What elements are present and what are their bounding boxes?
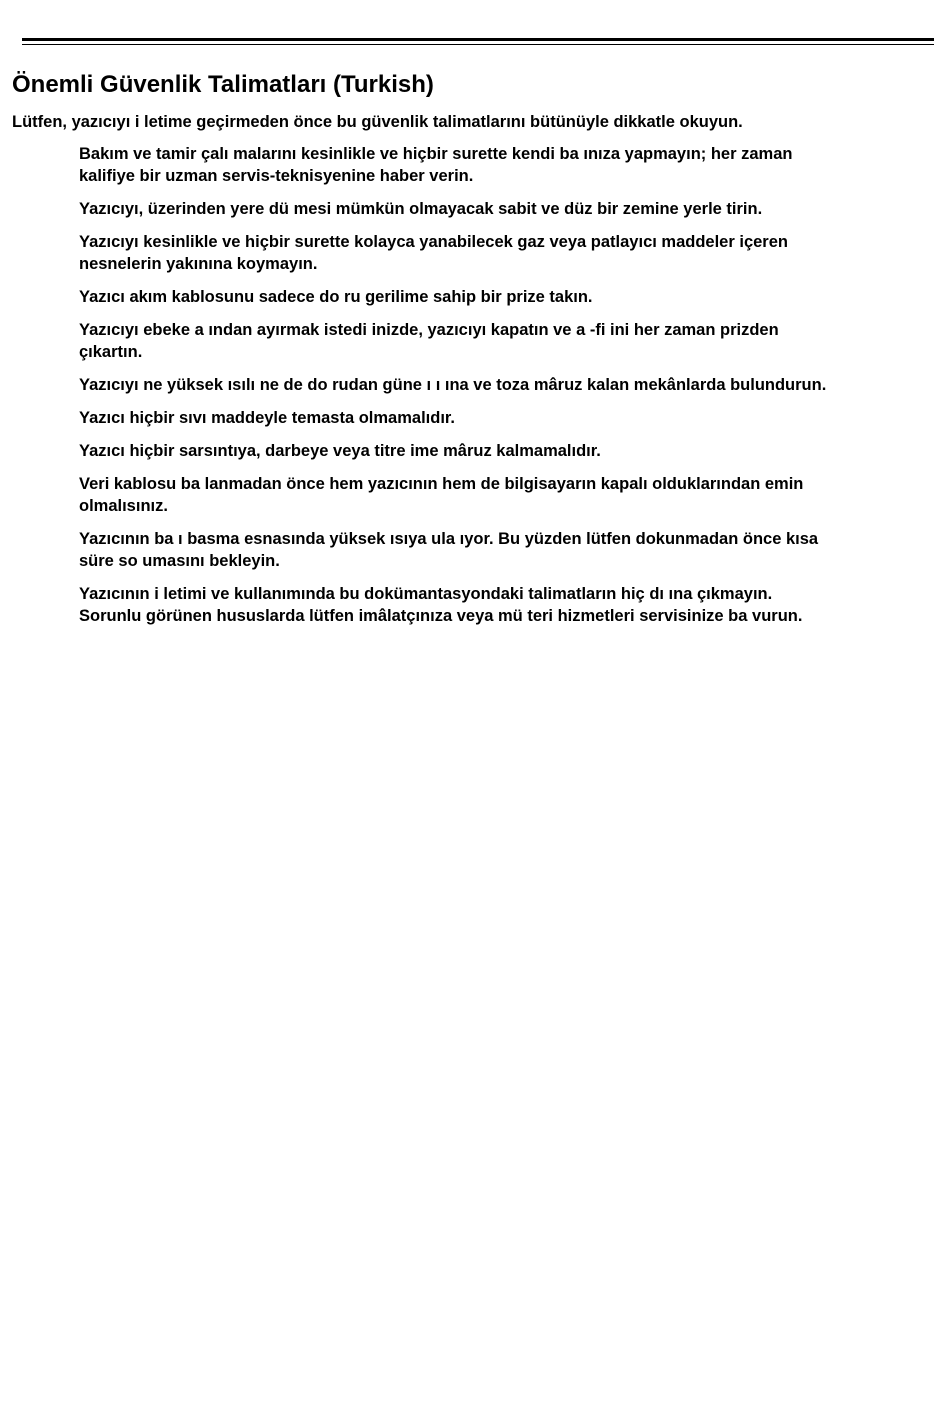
page-title: Önemli Güvenlik Talimatları (Turkish): [12, 71, 434, 98]
intro-text: Lütfen, yazıcıyı i letime geçirmeden önce bu güvenlik talimatlarını bütünüyle dikkatle okuyun.: [12, 113, 743, 131]
list-item: Yazıcı akım kablosunu sadece do ru gerilime sahip bir prize takın.: [79, 288, 593, 306]
top-rule-thick: [22, 38, 934, 41]
list-item: Bakım ve tamir çalı malarını kesinlikle ve hiçbir surette kendi ba ınıza yapmayın; her zaman kalifiye bir uzman servis-teknisyenine haber verin.: [79, 145, 793, 185]
safety-instructions-list: [79, 143, 943, 638]
list-item: Yazıcıyı ne yüksek ısılı ne de do rudan güne ı ı ına ve toza mâruz kalan mekânlarda bulundurun.: [79, 376, 827, 394]
list-item: Yazıcının i letimi ve kullanımında bu dokümantasyondaki talimatların hiç dı ına çıkmayın. Sorunlu görünen hususlarda lütfen imâlatçınıza veya mü teri hizmetleri servisinize ba vurun.: [79, 585, 803, 625]
list-item: Yazıcının ba ı basma esnasında yüksek ısıya ula ıyor. Bu yüzden lütfen dokunmadan önce kısa süre so umasını bekleyin.: [79, 530, 819, 570]
list-item: Yazıcıyı kesinlikle ve hiçbir surette kolayca yanabilecek gaz veya patlayıcı maddeler içeren nesnelerin yakınına koymayın.: [79, 233, 788, 273]
top-rule-thin: [22, 44, 934, 45]
list-item: Yazıcıyı ebeke a ından ayırmak istedi inizde, yazıcıyı kapatın ve a -fi ini her zaman prizden çıkartın.: [79, 321, 779, 361]
list-item: Yazıcı hiçbir sıvı maddeyle temasta olmamalıdır.: [79, 409, 456, 427]
list-item: Yazıcı hiçbir sarsıntıya, darbeye veya titre ime mâruz kalmamalıdır.: [79, 442, 601, 460]
list-item: Veri kablosu ba lanmadan önce hem yazıcının hem de bilgisayarın kapalı olduklarından emin olmalısınız.: [79, 475, 804, 515]
list-item: Yazıcıyı, üzerinden yere dü mesi mümkün olmayacak sabit ve düz bir zemine yerle tirin.: [79, 200, 763, 218]
